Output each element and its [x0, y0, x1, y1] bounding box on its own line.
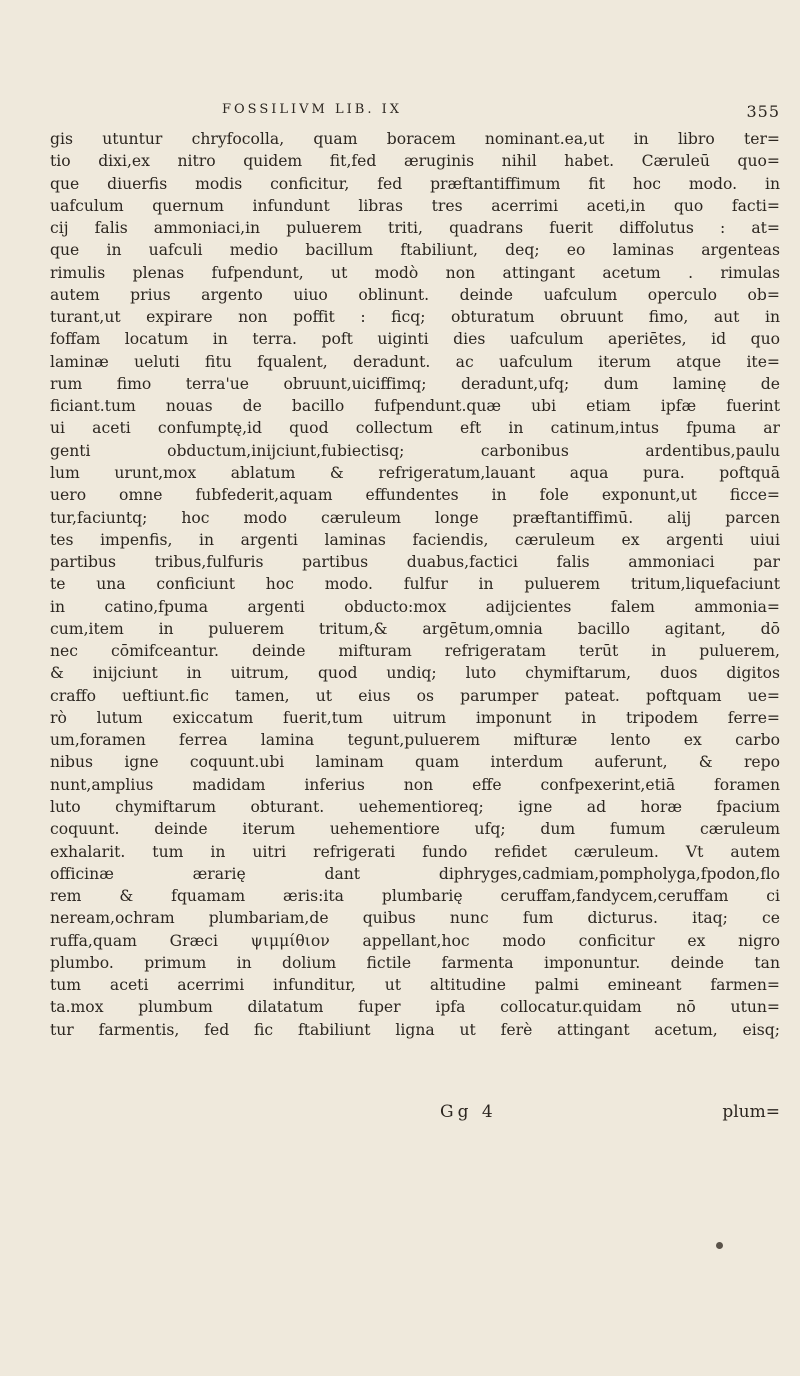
text-line: ui aceti confumptę,id quod collectum eft in catinum,intus fpuma ar — [50, 419, 780, 438]
text-line: te una conficiunt hoc modo. fulfur in puluerem tritum,liquefaciunt — [50, 575, 780, 594]
text-line: genti obductum,inijciunt,fubiectisq; carbonibus ardentibus,paulu — [50, 441, 780, 460]
text-line: uero omne fubfederit,aquam effundentes in fole exponunt,ut ficce= — [50, 486, 780, 505]
text-line: exhalarit. tum in uitri refrigerati fundo refidet cæruleum. Vt autem — [50, 842, 780, 861]
text-line: rimulis plenas fufpendunt, ut modò non attingant acetum . rimulas — [50, 263, 780, 282]
page-number: 355 — [746, 102, 780, 121]
text-line: tio dixi,ex nitro quidem fit,fed æruginis nihil habet. Cæruleū quo= — [50, 152, 780, 171]
text-line: plumbo. primum in dolium fictile farmenta imponuntur. deinde tan — [50, 953, 780, 972]
running-title: FOSSILIVM LIB. IX — [222, 102, 402, 117]
text-line: cum,item in puluerem tritum,& argētum,omnia bacillo agitant, dō — [50, 619, 780, 638]
text-line: nibus igne coquunt.ubi laminam quam interdum auferunt, & repo — [50, 753, 780, 772]
text-line: rum fimo terra'ue obruunt,uiciffimq; deradunt,ufq; dum laminę de — [50, 374, 780, 393]
text-line: coquunt. deinde iterum uehementiore ufq; dum fumum cæruleum — [50, 820, 780, 839]
text-line: tes impenfis, in argenti laminas faciendis, cæruleum ex argenti uiui — [50, 530, 780, 549]
text-line: que diuerfis modis conficitur, fed præftantiffimum fit hoc modo. in — [50, 174, 780, 193]
text-line: in catino,fpuma argenti obducto:mox adijcientes falem ammonia= — [50, 597, 780, 616]
text-line: cij falis ammoniaci,in puluerem triti, quadrans fuerit diffolutus : at= — [50, 219, 780, 238]
text-line: rem & fquamam æris:ita plumbarię ceruffam,fandycem,ceruffam ci — [50, 887, 780, 906]
text-line: ficiant.tum nouas de bacillo fufpendunt.quæ ubi etiam ipfæ fuerint — [50, 397, 780, 416]
body-text — [50, 128, 780, 1041]
text-line: nunt,amplius madidam inferius non effe confpexerint,etiā foramen — [50, 775, 780, 794]
text-line: tur,faciuntq; hoc modo cæruleum longe præftantiffimū. alij parcen — [50, 508, 780, 527]
text-line: foffam locatum in terra. poft uiginti dies uafculum aperiētes, id quo — [50, 330, 780, 349]
text-line: nec cōmifceantur. deinde mifturam refrigeratam terūt in puluerem, — [50, 642, 780, 661]
text-line: luto chymiftarum obturant. uehementioreq; igne ad horæ fpacium — [50, 797, 780, 816]
text-line: ta.mox plumbum dilatatum fuper ipfa collocatur.quidam nō utun= — [50, 998, 780, 1017]
text-line: lum urunt,mox ablatum & refrigeratum,lauant aqua pura. poftquā — [50, 463, 780, 482]
text-line: gis utuntur chryfocolla, quam boracem nominant.ea,ut in libro ter= — [50, 130, 780, 148]
text-line: rò lutum exiccatum fuerit,tum uitrum imponunt in tripodem ferre= — [50, 708, 780, 727]
text-line: tur farmentis, fed fic ftabiliunt ligna ut ferè attingant acetum, eisq; — [50, 1020, 780, 1039]
text-line: que in uafculi medio bacillum ftabiliunt, deq; eo laminas argenteas — [50, 241, 780, 260]
text-line: ruffa,quam Græci ψιμμίθιον appellant,hoc modo conficitur ex nigro — [50, 931, 780, 950]
signature-mark: Gg 4 — [440, 1102, 497, 1122]
text-line: craffo ueftiunt.fic tamen, ut eius os parumper pateat. poftquam ue= — [50, 686, 780, 705]
ink-spot — [716, 1242, 723, 1249]
text-line: laminæ ueluti fitu fqualent, deradunt. ac uafculum iterum atque ite= — [50, 352, 780, 371]
text-line: turant,ut expirare non poffit : ficq; obturatum obruunt fimo, aut in — [50, 308, 780, 327]
text-line: partibus tribus,fulfuris partibus duabus,factici falis ammoniaci par — [50, 553, 780, 572]
text-line: tum aceti acerrimi infunditur, ut altitudine palmi emineant farmen= — [50, 976, 780, 995]
page-header — [50, 102, 780, 126]
text-line: um,foramen ferrea lamina tegunt,puluerem mifturæ lento ex carbo — [50, 731, 780, 750]
text-line: uafculum quernum infundunt libras tres acerrimi aceti,in quo facti= — [50, 196, 780, 215]
text-line: neream,ochram plumbariam,de quibus nunc fum dicturus. itaq; ce — [50, 909, 780, 928]
text-line: autem prius argento uiuo oblinunt. deinde uafculum operculo ob= — [50, 285, 780, 304]
text-line: & inijciunt in uitrum, quod undiq; luto chymiftarum, duos digitos — [50, 664, 780, 683]
catchword: plum= — [722, 1102, 780, 1122]
text-line: officinæ ærarię dant diphryges,cadmiam,pompholyga,fpodon,flo — [50, 864, 780, 883]
